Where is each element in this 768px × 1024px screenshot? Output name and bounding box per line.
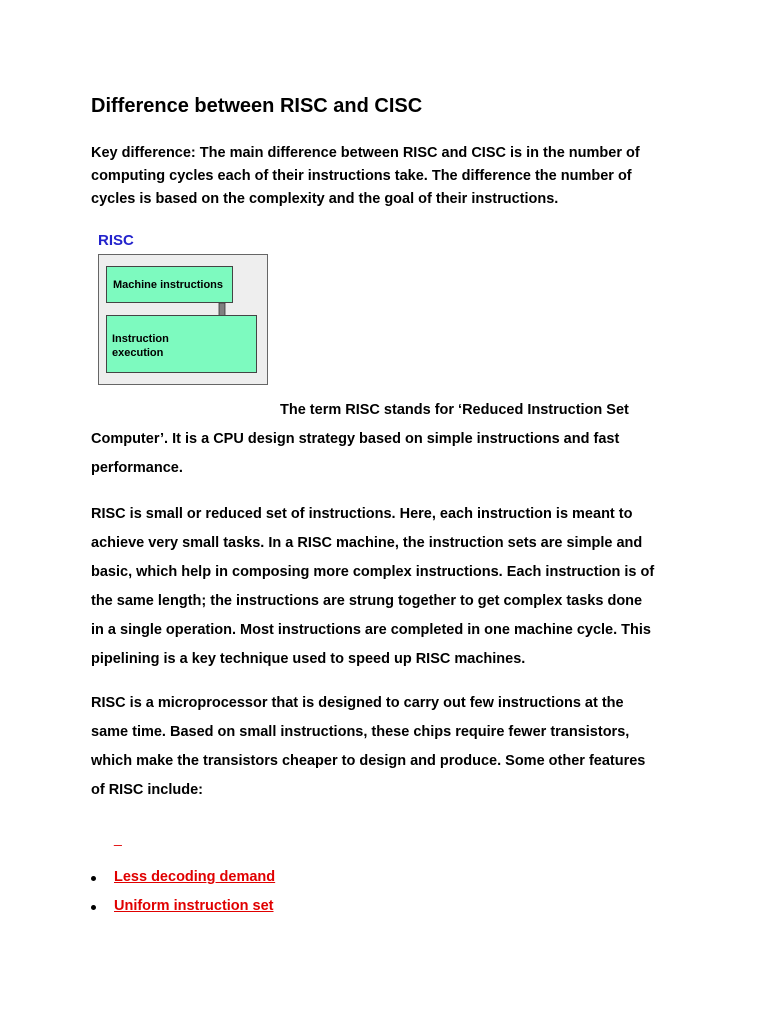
feature-link[interactable]: Less decoding demand: [114, 869, 276, 885]
feature-link[interactable]: Uniform instruction set: [114, 898, 274, 914]
paragraph-line: Computer’. It is a CPU design strategy based on simple instructions and fast: [91, 431, 620, 447]
paragraph-line: of RISC include:: [91, 782, 203, 798]
paragraph-line: in a single operation. Most instructions are completed in one machine cycle. This: [91, 622, 651, 638]
paragraph-line: basic, which help in composing more complex instructions. Each instruction is of: [91, 564, 655, 580]
paragraph-line: RISC is small or reduced set of instructions. Here, each instruction is meant to: [91, 506, 633, 522]
paragraph-line: The term RISC stands for ‘Reduced Instruction Set: [280, 402, 629, 418]
machine-instructions-box: Machine instructions: [106, 266, 233, 303]
paragraph-line: computing cycles each of their instructions take. The difference the number of: [91, 168, 632, 184]
bullet-icon: [91, 905, 96, 910]
risc-definition-paragraph: [91, 396, 691, 483]
key-difference-paragraph: [91, 142, 691, 211]
paragraph-line: Key difference: The main difference between RISC and CISC is in the number of: [91, 145, 640, 161]
box-label: execution: [112, 347, 164, 359]
diagram-title: RISC: [98, 232, 134, 249]
paragraph-line: pipelining is a key technique used to speed up RISC machines.: [91, 651, 526, 667]
paragraph-line: cycles is based on the complexity and the goal of their instructions.: [91, 191, 559, 207]
risc-diagram: [98, 254, 268, 385]
page-title: Difference between RISC and CISC: [91, 95, 423, 117]
feature-list-item: [91, 869, 275, 885]
risc-description-paragraph: [91, 500, 691, 674]
bullet-icon: [91, 876, 96, 881]
box-label: Instruction: [112, 333, 169, 345]
instruction-execution-box: [106, 315, 257, 373]
paragraph-line: performance.: [91, 460, 183, 476]
paragraph-line: achieve very small tasks. In a RISC machine, the instruction sets are simple and: [91, 535, 643, 551]
paragraph-line: which make the transistors cheaper to design and produce. Some other features: [91, 753, 646, 769]
feature-list-item: [91, 898, 274, 914]
risc-features-intro-paragraph: [91, 689, 691, 805]
paragraph-line: RISC is a microprocessor that is designed to carry out few instructions at the: [91, 695, 624, 711]
paragraph-line: the same length; the instructions are strung together to get complex tasks done: [91, 593, 643, 609]
paragraph-line: same time. Based on small instructions, these chips require fewer transistors,: [91, 724, 630, 740]
empty-link-marker[interactable]: _: [114, 830, 122, 846]
